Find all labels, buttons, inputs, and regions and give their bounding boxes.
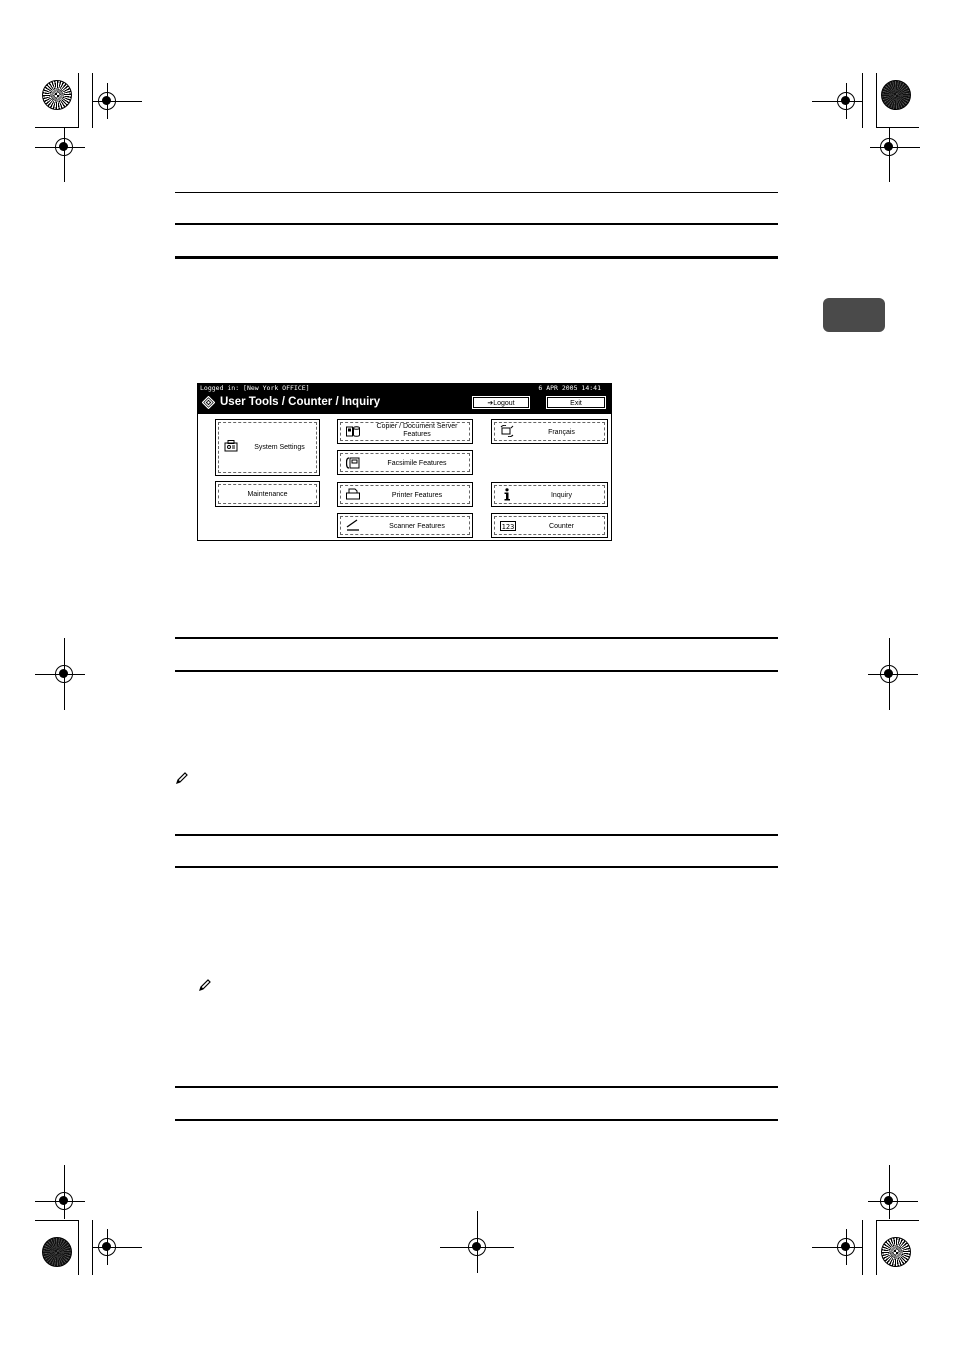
registration-target-icon — [98, 92, 116, 110]
section-rule — [175, 866, 778, 868]
system-settings-button[interactable] — [215, 419, 320, 476]
crop-line — [876, 1220, 877, 1275]
note-pencil-icon — [198, 978, 212, 992]
registration-target-icon — [880, 665, 898, 683]
scanner-label: Scanner Features — [389, 523, 445, 530]
crop-line — [876, 1220, 919, 1221]
note-pencil-icon — [175, 771, 189, 785]
crop-line — [862, 1220, 863, 1275]
scanner-icon — [346, 519, 360, 531]
printer-icon — [346, 488, 360, 500]
registration-target-icon — [837, 1238, 855, 1256]
date-time: 6 APR 2005 14:41 — [538, 384, 601, 392]
user-tools-screen — [197, 383, 612, 541]
info-icon — [500, 487, 514, 501]
printer-label: Printer Features — [391, 492, 443, 499]
language-button[interactable] — [491, 419, 608, 444]
registration-target-icon — [837, 92, 855, 110]
header-rule — [175, 192, 778, 193]
language-switch-icon — [500, 425, 514, 437]
section-rule — [175, 256, 778, 259]
section-rule — [175, 834, 778, 836]
facsimile-label: Facsimile Features — [387, 460, 447, 467]
maintenance-label: Maintenance — [247, 491, 288, 498]
printer-features-button[interactable] — [337, 482, 473, 507]
language-label: Français — [548, 429, 575, 436]
facsimile-icon — [346, 457, 360, 469]
screen-title: User Tools / Counter / Inquiry — [220, 396, 381, 408]
crop-line — [78, 1220, 79, 1275]
crop-line — [35, 127, 78, 128]
counter-label: Counter — [549, 523, 574, 530]
registration-target-icon — [880, 138, 898, 156]
system-settings-label: System Settings — [254, 444, 305, 451]
screen-title-bar — [198, 392, 611, 414]
user-tools-icon — [202, 396, 215, 409]
crop-line — [35, 1220, 78, 1221]
status-line — [198, 384, 611, 392]
crop-line — [78, 73, 79, 128]
login-status: Logged in: [New York OFFICE] — [200, 384, 310, 392]
inquiry-button[interactable] — [491, 482, 608, 507]
exit-button[interactable] — [545, 395, 607, 410]
logout-arrow-icon: ➔ — [487, 400, 494, 407]
counter-icon — [500, 521, 516, 531]
color-calibration-wheel — [42, 1237, 72, 1267]
copier-label — [366, 423, 468, 439]
section-rule — [175, 1086, 778, 1088]
crop-line — [862, 73, 863, 128]
inquiry-label: Inquiry — [550, 492, 572, 499]
color-calibration-wheel — [42, 80, 72, 110]
crop-line — [876, 127, 919, 128]
copier-label-line1: Copier / Document Server — [376, 423, 458, 430]
exit-label: Exit — [570, 400, 582, 407]
registration-target-icon — [880, 1192, 898, 1210]
logout-button[interactable] — [471, 395, 531, 410]
logout-label: Logout — [493, 400, 515, 407]
registration-target-icon — [55, 665, 73, 683]
system-settings-icon — [224, 440, 238, 452]
facsimile-features-button[interactable] — [337, 450, 473, 475]
section-rule — [175, 1119, 778, 1121]
svg-text:123: 123 — [501, 523, 515, 531]
section-rule — [175, 637, 778, 639]
section-rule — [175, 670, 778, 672]
copier-document-server-features-button[interactable] — [337, 419, 473, 444]
registration-target-icon — [98, 1238, 116, 1256]
copier-icon — [346, 426, 360, 438]
registration-target-icon — [55, 138, 73, 156]
registration-target-icon — [468, 1238, 486, 1256]
registration-target-icon — [55, 1192, 73, 1210]
color-calibration-wheel — [881, 1237, 911, 1267]
section-rule — [175, 223, 778, 225]
counter-button[interactable] — [491, 513, 608, 538]
crop-line — [876, 73, 877, 128]
color-calibration-wheel — [881, 80, 911, 110]
copier-label-line2: Features — [403, 431, 431, 438]
chapter-tab — [823, 298, 885, 332]
maintenance-button[interactable] — [215, 481, 320, 507]
scanner-features-button[interactable] — [337, 513, 473, 538]
